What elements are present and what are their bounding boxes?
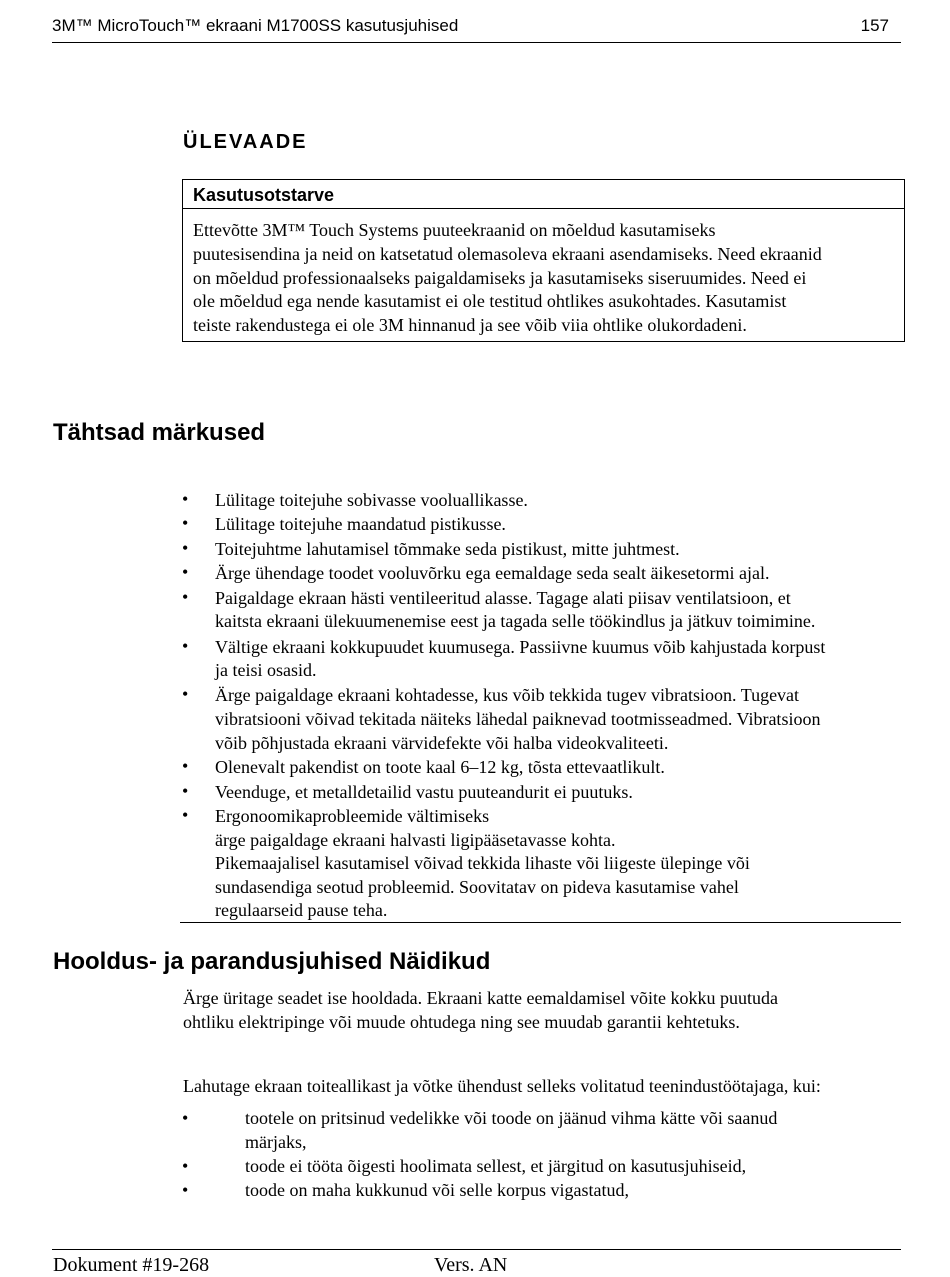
list-item-continuation: vibratsiooni võivad tekitada näiteks lähedal paiknevad tootmisseadmed. Vibratsioon (215, 709, 821, 729)
list-item: Lülitage toitejuhe sobivasse vooluallikasse. (215, 490, 528, 510)
footer-rule (52, 1249, 901, 1250)
list-item: Toitejuhtme lahutamisel tõmmake seda pistikust, mitte juhtmest. (215, 539, 680, 559)
bullet-icon: • (182, 538, 189, 558)
notes-heading: Tähtsad märkused (53, 419, 266, 446)
version-label: Vers. AN (434, 1254, 508, 1276)
list-item: Ergonoomikaprobleemide vältimiseks (215, 806, 490, 826)
list-item-continuation: kaitsta ekraani ülekuumenemise eest ja tagada selle töökindlus ja jätkuv toimimine. (215, 611, 816, 631)
list-item-continuation: Pikemaajalisel kasutamisel võivad tekkida lihaste või liigeste ülepinge või (215, 853, 750, 873)
bullet-icon: • (182, 587, 189, 607)
section-divider (180, 922, 901, 923)
list-item: Ärge paigaldage ekraani kohtadesse, kus võib tekkida tugev vibratsioon. Tugevat (215, 685, 800, 705)
page-header (52, 16, 901, 43)
service-intro: Lahutage ekraan toiteallikast ja võtke ühendust selleks volitatud teenindustöötajaga, kui: (183, 1076, 821, 1096)
bullet-icon: • (182, 1156, 189, 1176)
list-item: Ärge ühendage toodet vooluvõrku ega eemaldage seda sealt äikesetormi ajal. (215, 563, 770, 583)
page-number: 157 (860, 16, 889, 35)
list-item-continuation: võib põhjustada ekraani värvidefekte või halba videokvaliteeti. (215, 733, 669, 753)
list-item: toode on maha kukkunud või selle korpus vigastatud, (245, 1180, 629, 1200)
bullet-icon: • (182, 756, 189, 776)
list-item-continuation: sundasendiga seotud probleemid. Soovitatav on pideva kasutamise vahel (215, 877, 739, 897)
bullet-icon: • (182, 562, 189, 582)
intended-use-line: Ettevõtte 3M™ Touch Systems puuteekraanid on mõeldud kasutamiseks (193, 220, 716, 240)
list-item: toode ei tööta õigesti hoolimata sellest, et järgitud on kasutusjuhiseid, (245, 1156, 747, 1176)
bullet-icon: • (182, 684, 189, 704)
bullet-icon: • (182, 781, 189, 801)
header-title: 3M™ MicroTouch™ ekraani M1700SS kasutusjuhised (52, 16, 459, 35)
list-item-continuation: märjaks, (245, 1132, 307, 1152)
list-item-continuation: regulaarseid pause teha. (215, 900, 388, 920)
list-item: Paigaldage ekraan hästi ventileeritud alasse. Tagage alati piisav ventilatsioon, et (215, 588, 791, 608)
intended-use-box (182, 179, 905, 342)
intended-use-title: Kasutusotstarve (183, 180, 904, 209)
list-item: Lülitage toitejuhe maandatud pistikusse. (215, 514, 506, 534)
bullet-icon: • (182, 1108, 189, 1128)
list-item-continuation: ja teisi osasid. (215, 660, 317, 680)
bullet-icon: • (182, 805, 189, 825)
bullet-icon: • (182, 636, 189, 656)
bullet-icon: • (182, 489, 189, 509)
list-item: Veenduge, et metalldetailid vastu puuteandurit ei puutuks. (215, 782, 633, 802)
overview-heading: ÜLEVAADE (183, 131, 308, 153)
intended-use-line: on mõeldud professionaalseks paigaldamiseks ja kasutamiseks siseruumides. Need ei (193, 268, 807, 288)
list-item: Olenevalt pakendist on toote kaal 6–12 kg, tõsta ettevaatlikult. (215, 757, 665, 777)
intended-use-line: puutesisendina ja neid on katsetatud olemasoleva ekraani asendamiseks. Need ekraanid (193, 244, 822, 264)
service-heading: Hooldus- ja parandusjuhised Näidikud (53, 948, 491, 975)
list-item: Vältige ekraani kokkupuudet kuumusega. Passiivne kuumus võib kahjustada korpust (215, 637, 826, 657)
service-paragraph-line: Ärge üritage seadet ise hooldada. Ekraani katte eemaldamisel võite kokku puutuda (183, 988, 778, 1008)
intended-use-line: ole mõeldud ega nende kasutamist ei ole testitud ohtlikes asukohtades. Kasutamist (193, 291, 787, 311)
bullet-icon: • (182, 513, 189, 533)
list-item: tootele on pritsinud vedelikke või toode on jäänud vihma kätte või saanud (245, 1108, 778, 1128)
bullet-icon: • (182, 1180, 189, 1200)
service-paragraph-line: ohtliku elektripinge või muude ohtudega ning see muudab garantii kehtetuks. (183, 1012, 740, 1032)
list-item-continuation: ärge paigaldage ekraani halvasti ligipääsetavasse kohta. (215, 830, 616, 850)
document-number: Dokument #19-268 (53, 1254, 210, 1276)
intended-use-line: teiste rakendustega ei ole 3M hinnanud ja see võib viia ohtlike olukordadeni. (193, 315, 747, 335)
